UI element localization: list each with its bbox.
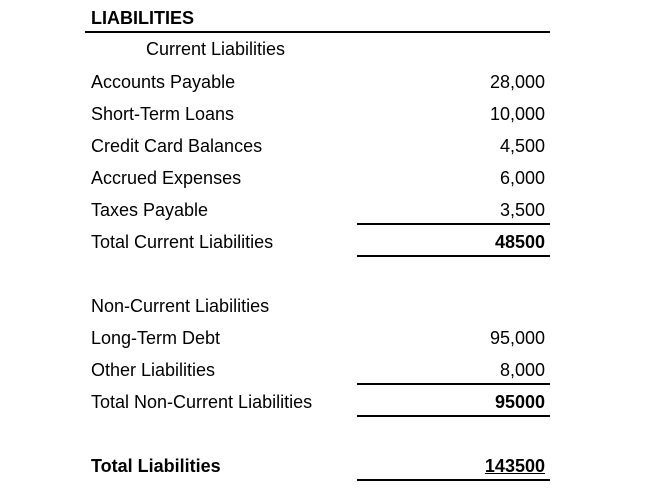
total-current-label: Total Current Liabilities xyxy=(91,232,274,252)
total-noncurrent-value: 95000 xyxy=(494,392,545,412)
table-row xyxy=(0,103,658,125)
table-row xyxy=(0,135,658,157)
row-label: Other Liabilities xyxy=(91,360,216,380)
subtotal-rule xyxy=(357,383,550,385)
total-current-value: 48500 xyxy=(494,232,545,252)
table-row xyxy=(0,327,658,349)
row-value: 10,000 xyxy=(489,104,545,124)
noncurrent-liabilities-heading: Non-Current Liabilities xyxy=(91,296,270,316)
row-label: Long-Term Debt xyxy=(91,328,221,348)
current-liabilities-heading: Current Liabilities xyxy=(146,39,286,59)
row-value: 3,500 xyxy=(499,200,545,220)
total-rule xyxy=(357,255,550,257)
page-title: LIABILITIES xyxy=(91,8,194,28)
row-label: Short-Term Loans xyxy=(91,104,235,124)
row-label: Accounts Payable xyxy=(91,72,236,92)
row-label: Credit Card Balances xyxy=(91,136,263,156)
grand-total-rule xyxy=(357,479,550,481)
row-value: 4,500 xyxy=(499,136,545,156)
table-row xyxy=(0,71,658,93)
title-divider xyxy=(85,31,550,33)
grand-total-value: 143500 xyxy=(484,456,545,476)
row-value: 28,000 xyxy=(489,72,545,92)
row-value: 6,000 xyxy=(499,168,545,188)
row-label: Taxes Payable xyxy=(91,200,209,220)
total-rule xyxy=(357,415,550,417)
row-label: Accrued Expenses xyxy=(91,168,242,188)
grand-total-row xyxy=(0,455,658,477)
total-current-row xyxy=(0,231,658,253)
row-value: 95,000 xyxy=(489,328,545,348)
total-noncurrent-label: Total Non-Current Liabilities xyxy=(91,392,313,412)
grand-total-label: Total Liabilities xyxy=(91,456,221,476)
subtotal-rule xyxy=(357,223,550,225)
total-noncurrent-row xyxy=(0,391,658,413)
table-row xyxy=(0,167,658,189)
table-row xyxy=(0,199,658,221)
table-row xyxy=(0,359,658,381)
row-value: 8,000 xyxy=(499,360,545,380)
